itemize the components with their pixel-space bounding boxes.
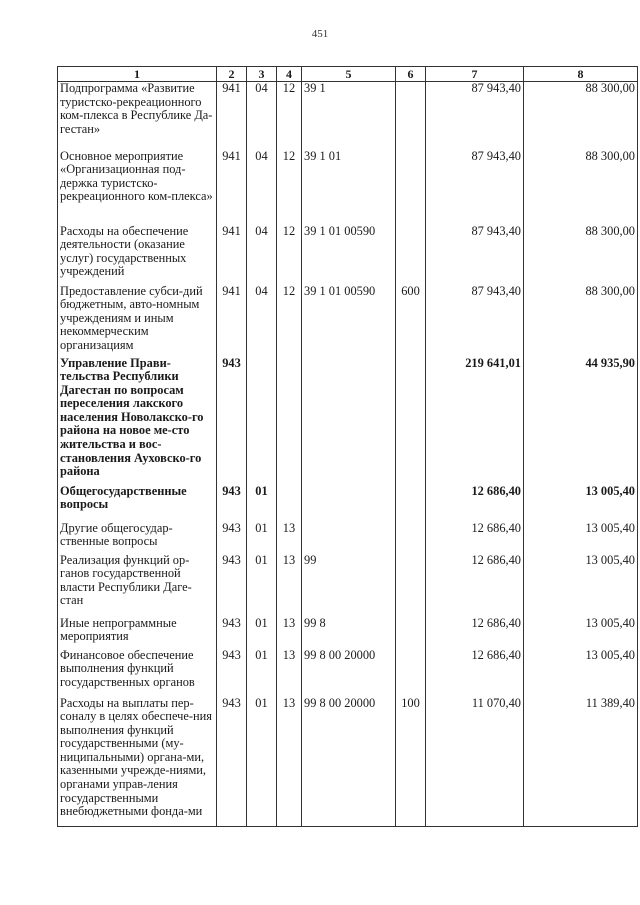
row-code-4-cell xyxy=(277,357,302,485)
row-code-3-cell: 04 xyxy=(247,82,277,150)
row-code-5-cell: 39 1 01 00590 xyxy=(302,225,396,285)
row-code-3-cell: 01 xyxy=(247,617,277,649)
table-row xyxy=(58,285,638,357)
row-code-5-cell: 39 1 xyxy=(302,82,396,150)
row-code-3-cell: 01 xyxy=(247,485,277,522)
table-row xyxy=(58,649,638,697)
header-cell-4: 4 xyxy=(277,67,302,82)
table-row xyxy=(58,617,638,649)
row-name-cell: Иные непрограммные мероприятия xyxy=(58,617,217,649)
row-code-5-cell: 39 1 01 xyxy=(302,150,396,225)
row-amount-7-cell: 87 943,40 xyxy=(426,150,524,225)
row-code-2-cell: 941 xyxy=(217,82,247,150)
row-amount-8-cell: 11 389,40 xyxy=(524,697,638,827)
table-row xyxy=(58,522,638,554)
row-code-4-cell: 13 xyxy=(277,617,302,649)
row-amount-7-cell: 12 686,40 xyxy=(426,485,524,522)
row-code-6-cell xyxy=(396,82,426,150)
row-code-3-cell: 04 xyxy=(247,150,277,225)
row-code-4-cell: 13 xyxy=(277,522,302,554)
row-amount-7-cell: 12 686,40 xyxy=(426,649,524,697)
row-code-5-cell: 39 1 01 00590 xyxy=(302,285,396,357)
row-code-2-cell: 943 xyxy=(217,554,247,617)
row-code-5-cell xyxy=(302,485,396,522)
row-code-5-cell xyxy=(302,522,396,554)
header-row xyxy=(58,67,638,82)
row-amount-8-cell: 88 300,00 xyxy=(524,225,638,285)
row-amount-8-cell: 13 005,40 xyxy=(524,522,638,554)
table-row xyxy=(58,82,638,150)
row-name-cell: Расходы на обеспечение деятельности (оказание услуг) государственных учреждений xyxy=(58,225,217,285)
row-code-5-cell xyxy=(302,357,396,485)
row-code-4-cell xyxy=(277,485,302,522)
row-name-cell: Управление Прави-тельства Республики Дагестан по вопросам переселения лакского населения Новолакско-го района на новое ме-сто жительства и вос-становления Ауховско-го района xyxy=(58,357,217,485)
row-code-5-cell: 99 8 00 20000 xyxy=(302,697,396,827)
row-code-2-cell: 943 xyxy=(217,649,247,697)
row-code-2-cell: 943 xyxy=(217,485,247,522)
header-cell-8: 8 xyxy=(524,67,638,82)
row-name-cell: Другие общегосудар-ственные вопросы xyxy=(58,522,217,554)
row-amount-7-cell: 12 686,40 xyxy=(426,617,524,649)
row-amount-8-cell: 88 300,00 xyxy=(524,82,638,150)
row-amount-7-cell: 87 943,40 xyxy=(426,285,524,357)
row-code-3-cell: 01 xyxy=(247,554,277,617)
row-code-4-cell: 12 xyxy=(277,150,302,225)
row-name-cell: Предоставление субси-дий бюджетным, авто-номным учреждениям и иным некоммерческим организациям xyxy=(58,285,217,357)
row-code-3-cell: 04 xyxy=(247,225,277,285)
row-code-5-cell: 99 8 xyxy=(302,617,396,649)
row-code-6-cell xyxy=(396,649,426,697)
row-name-cell: Подпрограмма «Развитие туристско-рекреационного ком-плекса в Республике Да-гестан» xyxy=(58,82,217,150)
row-amount-7-cell: 11 070,40 xyxy=(426,697,524,827)
row-code-4-cell: 13 xyxy=(277,554,302,617)
row-code-6-cell xyxy=(396,617,426,649)
table-row xyxy=(58,554,638,617)
row-name-cell: Общегосударственные вопросы xyxy=(58,485,217,522)
header-cell-7: 7 xyxy=(426,67,524,82)
row-code-2-cell: 943 xyxy=(217,617,247,649)
row-code-6-cell xyxy=(396,554,426,617)
row-code-4-cell: 12 xyxy=(277,82,302,150)
row-amount-7-cell: 12 686,40 xyxy=(426,554,524,617)
row-code-2-cell: 941 xyxy=(217,285,247,357)
row-code-4-cell: 13 xyxy=(277,649,302,697)
row-code-3-cell: 01 xyxy=(247,649,277,697)
row-code-2-cell: 943 xyxy=(217,522,247,554)
row-amount-8-cell: 13 005,40 xyxy=(524,485,638,522)
row-code-6-cell xyxy=(396,522,426,554)
header-cell-1: 1 xyxy=(58,67,217,82)
table-row xyxy=(58,697,638,827)
row-amount-8-cell: 88 300,00 xyxy=(524,150,638,225)
row-amount-8-cell: 13 005,40 xyxy=(524,554,638,617)
header-cell-5: 5 xyxy=(302,67,396,82)
row-code-3-cell: 01 xyxy=(247,522,277,554)
row-code-3-cell: 01 xyxy=(247,697,277,827)
row-code-4-cell: 12 xyxy=(277,225,302,285)
row-name-cell: Расходы на выплаты пер-соналу в целях обеспече-ния выполнения функций государственными (му-ниципальными) органа-ми, казенными учрежде-ниями, органами управ-ления государственными внебюджетными фонда-ми xyxy=(58,697,217,827)
row-amount-7-cell: 219 641,01 xyxy=(426,357,524,485)
row-code-3-cell xyxy=(247,357,277,485)
row-code-2-cell: 941 xyxy=(217,225,247,285)
table-row xyxy=(58,150,638,225)
table-row xyxy=(58,485,638,522)
row-code-6-cell xyxy=(396,150,426,225)
row-code-3-cell: 04 xyxy=(247,285,277,357)
row-amount-7-cell: 87 943,40 xyxy=(426,82,524,150)
row-code-4-cell: 12 xyxy=(277,285,302,357)
row-code-6-cell: 100 xyxy=(396,697,426,827)
row-code-2-cell: 941 xyxy=(217,150,247,225)
row-amount-7-cell: 87 943,40 xyxy=(426,225,524,285)
page-number: 451 xyxy=(311,28,329,40)
row-amount-8-cell: 44 935,90 xyxy=(524,357,638,485)
table-row xyxy=(58,357,638,485)
row-code-4-cell: 13 xyxy=(277,697,302,827)
row-name-cell: Финансовое обеспечение выполнения функций государственных органов xyxy=(58,649,217,697)
table-row xyxy=(58,225,638,285)
row-name-cell: Основное мероприятие «Организационная под-держка туристско-рекреационного ком-плекса» xyxy=(58,150,217,225)
row-code-6-cell xyxy=(396,357,426,485)
row-code-2-cell: 943 xyxy=(217,697,247,827)
row-code-6-cell: 600 xyxy=(396,285,426,357)
header-cell-2: 2 xyxy=(217,67,247,82)
header-cell-6: 6 xyxy=(396,67,426,82)
row-code-2-cell: 943 xyxy=(217,357,247,485)
row-name-cell: Реализация функций ор-ганов государственной власти Республики Даге-стан xyxy=(58,554,217,617)
header-cell-3: 3 xyxy=(247,67,277,82)
budget-table xyxy=(57,66,638,827)
row-amount-7-cell: 12 686,40 xyxy=(426,522,524,554)
table-body xyxy=(58,82,638,827)
row-amount-8-cell: 13 005,40 xyxy=(524,617,638,649)
row-amount-8-cell: 88 300,00 xyxy=(524,285,638,357)
row-code-5-cell: 99 xyxy=(302,554,396,617)
row-code-6-cell xyxy=(396,225,426,285)
row-code-6-cell xyxy=(396,485,426,522)
row-amount-8-cell: 13 005,40 xyxy=(524,649,638,697)
row-code-5-cell: 99 8 00 20000 xyxy=(302,649,396,697)
